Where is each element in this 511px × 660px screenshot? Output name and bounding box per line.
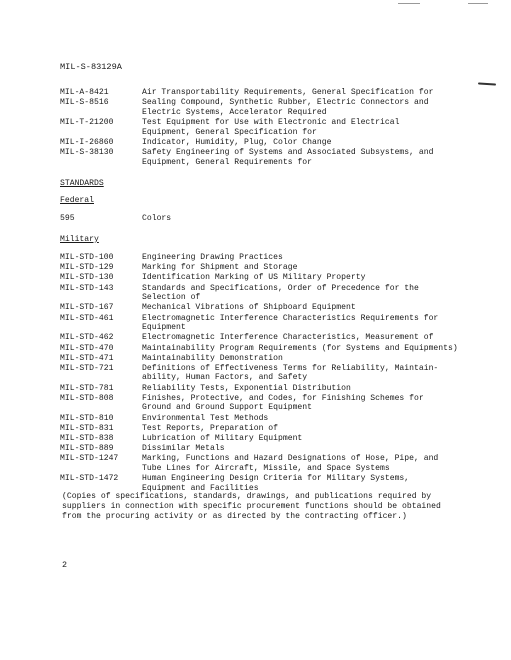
list-item	[60, 444, 490, 454]
document-code: MIL-STD-1247	[60, 454, 119, 464]
military-standards-list	[60, 253, 490, 494]
document-code: MIL-STD-808	[60, 393, 114, 403]
federal-heading: Federal	[60, 196, 94, 205]
list-item	[60, 414, 490, 424]
list-item	[60, 148, 490, 167]
document-title: Finishes, Protective, and Codes, for Finishing Schemes for Ground and Ground Support Equipment	[142, 393, 424, 413]
document-title: Lubrication of Military Equipment	[142, 434, 303, 443]
document-code: MIL-STD-838	[60, 434, 114, 443]
document-title: Identification Marking of US Military Property	[142, 273, 366, 283]
list-item	[60, 333, 490, 343]
document-title: Reliability Tests, Exponential Distribution	[142, 383, 351, 393]
document-title: Maintainability Program Requirements (for Systems and Equipments)	[142, 343, 458, 353]
document-title: Marking, Functions and Hazard Designations of Hose, Pipe, and Tube Lines for Aircraft, Missile, and Space Systems	[142, 454, 439, 473]
document-code: MIL-I-26860	[60, 137, 114, 147]
document-title: Marking for Shipment and Storage	[142, 263, 298, 273]
military-heading: Military	[60, 235, 99, 244]
document-title: Dissimilar Metals	[142, 444, 225, 454]
list-item	[60, 118, 490, 137]
list-item	[60, 88, 490, 98]
standards-heading: STANDARDS	[60, 179, 104, 188]
document-title: Test Reports, Preparation of	[142, 423, 278, 433]
document-title: Safety Engineering of Systems and Associated Subsystems, and Equipment, General Requirements for	[142, 147, 434, 167]
document-code: MIL-STD-721	[60, 363, 114, 373]
document-code: MIL-STD-130	[60, 273, 114, 283]
list-item	[60, 384, 490, 394]
document-title: Sealing Compound, Synthetic Rubber, Electric Connectors and Electric Systems, Accelerator Required	[142, 98, 429, 117]
document-title: Electromagnetic Interference Characteristics Requirements for Equipment	[142, 313, 439, 333]
document-title: Maintainability Demonstration	[142, 353, 283, 363]
document-title: Test Equipment for Use with Electronic and Electrical Equipment, General Specification for	[142, 117, 400, 137]
document-title: Colors	[142, 214, 172, 223]
list-item	[60, 214, 490, 224]
federal-standards-list	[60, 214, 490, 224]
document-code: MIL-STD-129	[60, 263, 114, 273]
document-code: MIL-S-8516	[60, 98, 109, 108]
list-item	[60, 284, 490, 303]
document-code: MIL-A-8421	[60, 88, 109, 97]
document-code: MIL-STD-100	[60, 253, 114, 262]
document-code: MIL-STD-810	[60, 413, 114, 423]
scan-mark	[478, 82, 496, 85]
list-item	[60, 344, 490, 354]
document-code: MIL-STD-143	[60, 283, 114, 293]
list-item	[60, 474, 490, 493]
scan-mark	[468, 3, 488, 4]
document-code: MIL-STD-471	[60, 353, 114, 363]
document-title: Human Engineering Design Criteria for Military Systems, Equipment and Facilities	[142, 474, 410, 493]
list-item	[60, 314, 490, 333]
document-code: MIL-STD-831	[60, 423, 114, 433]
procurement-note: (Copies of specifications, standards, drawings, and publications required by suppliers in connection with specific procurement functions should be obtained from the procuring activity or as directed by the contracting officer.)	[62, 492, 441, 522]
document-title: Electromagnetic Interference Characteristics, Measurement of	[142, 333, 434, 343]
list-item	[60, 273, 490, 283]
list-item	[60, 253, 490, 263]
list-item	[60, 364, 490, 383]
document-title: Environmental Test Methods	[142, 413, 269, 423]
document-code: MIL-S-38130	[60, 147, 114, 157]
list-item	[60, 98, 490, 117]
document-title: Definitions of Effectiveness Terms for Reliability, Maintain- ability, Human Factors, and Safety	[142, 363, 439, 383]
scan-mark	[398, 3, 420, 4]
list-item	[60, 354, 490, 364]
document-id: MIL-S-83129A	[60, 62, 122, 72]
list-item	[60, 394, 490, 413]
list-item	[60, 454, 490, 473]
document-code: MIL-STD-470	[60, 343, 114, 353]
document-code: 595	[60, 214, 75, 223]
page-number: 2	[62, 560, 68, 570]
document-code: MIL-STD-167	[60, 303, 114, 313]
document-code: MIL-STD-461	[60, 313, 114, 323]
document-title: Mechanical Vibrations of Shipboard Equipment	[142, 303, 356, 313]
specification-list	[60, 88, 490, 168]
document-code: MIL-T-21200	[60, 117, 114, 127]
list-item	[60, 263, 490, 273]
list-item	[60, 434, 490, 444]
document-code: MIL-STD-462	[60, 333, 114, 343]
list-item	[60, 424, 490, 434]
list-item	[60, 138, 490, 148]
document-code: MIL-STD-1472	[60, 474, 119, 484]
document-title: Standards and Specifications, Order of Precedence for the Selection of	[142, 283, 419, 303]
document-code: MIL-STD-889	[60, 444, 114, 454]
document-title: Engineering Drawing Practices	[142, 253, 283, 262]
document-code: MIL-STD-781	[60, 383, 114, 393]
document-title: Indicator, Humidity, Plug, Color Change	[142, 137, 332, 147]
document-title: Air Transportability Requirements, General Specification for	[142, 88, 434, 97]
list-item	[60, 303, 490, 313]
